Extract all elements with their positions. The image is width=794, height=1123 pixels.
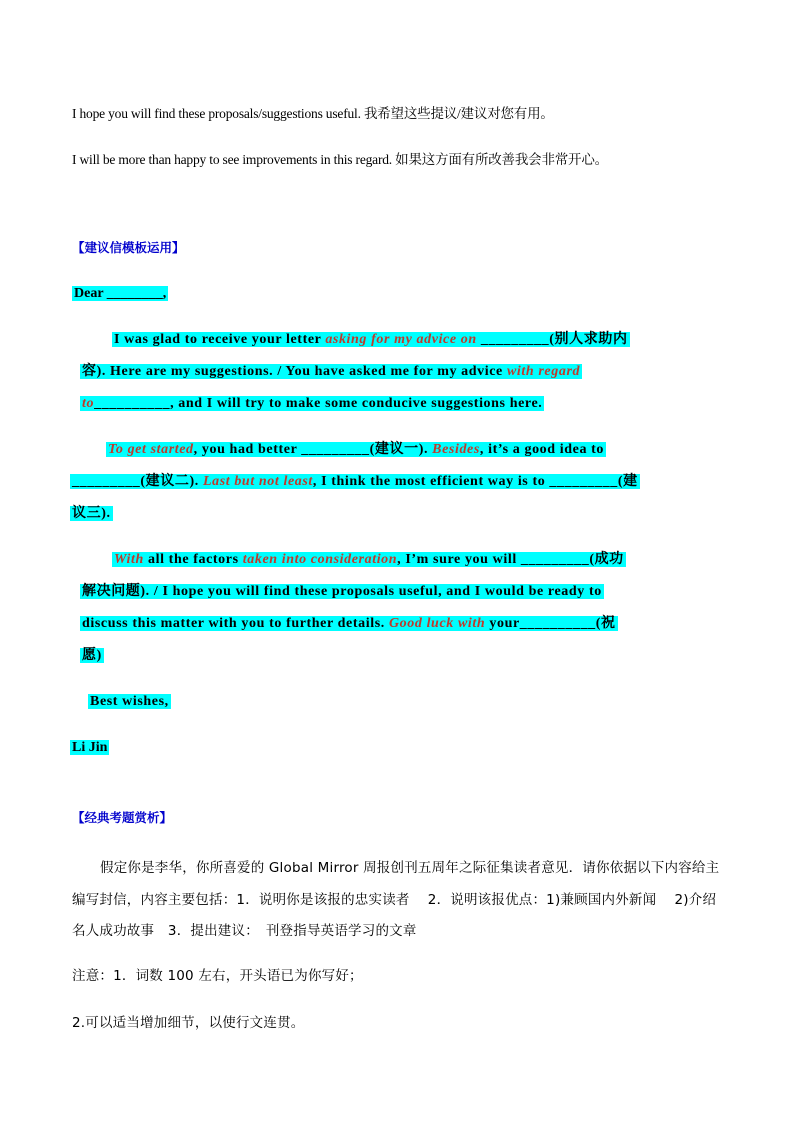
p2-l1-a: To get started [108,442,194,457]
task-line-3: 名人成功故事 3．提出建议： 刊登指导英语学习的文章 [72,923,417,939]
p2-l1-text [106,442,606,457]
p3-l3-c: your__________(祝 [485,616,616,631]
p3-l1-c: taken into consideration [242,552,398,567]
p2-line-1 [106,438,606,462]
intro-line-1: I hope you will find these proposals/suggestions useful. 我希望这些提议/建议对您有用。 [72,106,554,121]
p2-l1-d: , it’s a good idea to [479,442,605,457]
signature-text: Li Jin [72,740,108,755]
p1-l1-b: asking for my advice on [325,332,477,347]
p3-l1-a: With [114,552,144,567]
p2-l3-text: 议三). [72,506,111,521]
p3-l1-b: all the factors [143,552,243,567]
p2-l2-text [70,474,640,489]
p3-l1-d: , I’m sure you will _________(成功 [397,552,624,567]
template-heading: 【建议信模板运用】 [72,240,185,255]
analysis-heading: 【经典考题赏析】 [72,810,173,825]
task-line-2: 编写封信，内容主要包括：1．说明你是该报的忠实读者 2．说明该报优点：1)兼顾国内外新闻 2)介绍 [72,892,717,908]
salutation-text: Dear ________, [74,286,167,301]
p1-l3-a: to [82,396,95,411]
p3-line-4 [80,644,104,668]
p1-l2-b: with regard [506,364,581,379]
p2-l2-a: _________(建议二). [72,474,203,489]
letter-signature [70,736,109,760]
p1-l3-b: __________, and I will try to make some conducive suggestions here. [94,396,543,411]
p1-line-2 [80,360,582,384]
p1-line-1 [112,328,630,352]
intro-line-2: I will be more than happy to see improvements in this regard. 如果这方面有所改善我会非常开心。 [72,152,608,167]
p3-line-3 [80,612,618,636]
p2-l1-c: Besides [432,442,480,457]
p2-line-2 [70,470,640,494]
p3-l2-text: 解决问题). / I hope you will find these proposals useful, and I would be ready to [82,584,602,599]
p3-l4-text: 愿) [82,648,102,663]
p3-l1-text [112,552,626,567]
p2-l1-b: , you had better _________(建议一). [193,442,433,457]
p1-l1-c: _________(别人求助内 [476,332,628,347]
p2-l2-b: Last but not least [202,474,313,489]
p2-line-3 [70,502,113,526]
letter-salutation [72,282,168,306]
p1-l1-text [112,332,630,347]
p3-l3-b: Good luck with [388,616,486,631]
p3-line-2 [80,580,604,604]
task-line-1: 假定你是李华，你所喜爱的 Global Mirror 周报创刊五周年之际征集读者意见．请你依据以下内容给主 [100,860,720,876]
p3-line-1 [112,548,626,572]
p1-l2-a: 容). Here are my suggestions. / You have asked me for my advice [82,364,507,379]
p1-l1-a: I was glad to receive your letter [114,332,326,347]
p1-l2-text [80,364,582,379]
note-line-1: 注意：1．词数 100 左右，开头语已为你写好； [72,968,363,984]
note-line-2: 2.可以适当增加细节，以使行文连贯。 [72,1015,305,1031]
p1-line-3 [80,392,544,416]
p3-l3-a: discuss this matter with you to further details. [82,616,389,631]
letter-closing [88,690,171,714]
p3-l3-text [80,616,618,631]
p1-l3-text [80,396,544,411]
p2-l2-c: , I think the most efficient way is to _________(建 [312,474,638,489]
closing-text: Best wishes, [90,694,169,709]
